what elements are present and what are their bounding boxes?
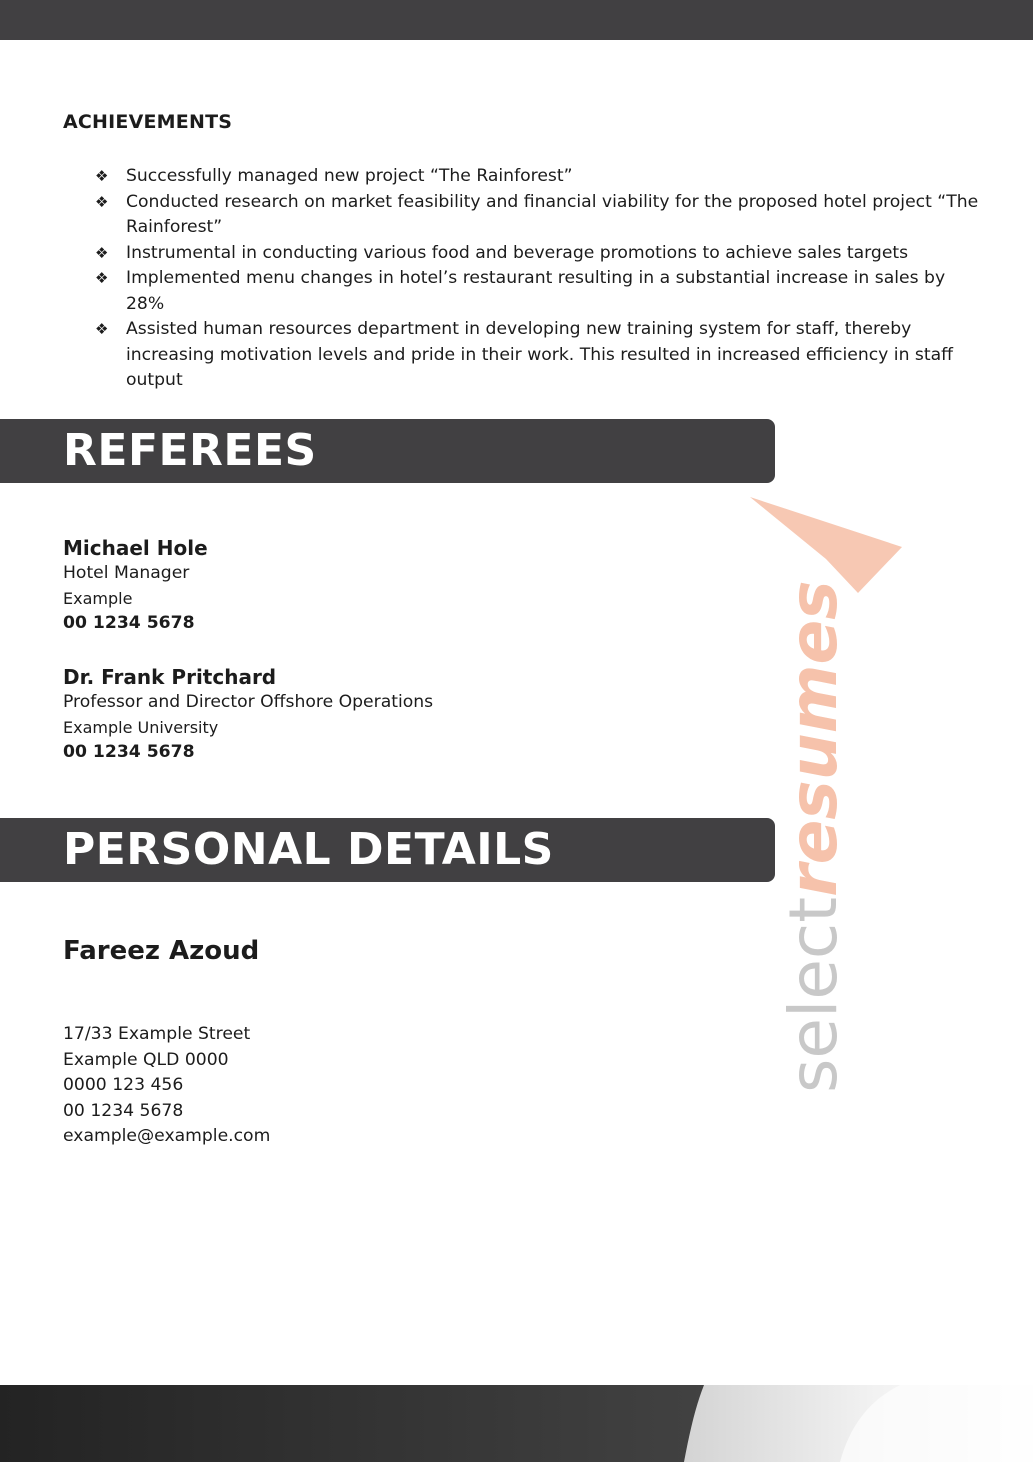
achievements-list <box>63 164 983 394</box>
referees-band <box>0 419 775 483</box>
referee-phone: 00 1234 5678 <box>63 741 195 762</box>
personal-details-heading: PERSONAL DETAILS <box>63 824 554 875</box>
referee-organization: Example University <box>63 717 219 737</box>
achievement-text: Assisted human resources department in developing new training system for staff, thereby increasing motivation levels and pride in their work. This resulted in increased efficiency in staff output <box>126 319 953 390</box>
phone-mobile: 0000 123 456 <box>63 1075 184 1095</box>
person-name: Fareez Azoud <box>63 936 260 966</box>
referee-name: Michael Hole <box>63 536 208 560</box>
achievements-heading: ACHIEVEMENTS <box>63 111 233 133</box>
diamond-bullet-icon: ❖ <box>95 243 109 262</box>
diamond-bullet-icon: ❖ <box>95 320 109 338</box>
arrow-icon <box>750 497 902 593</box>
watermark-suffix: resumes <box>775 580 852 897</box>
diamond-bullet-icon: ❖ <box>95 192 109 211</box>
referee-phone: 00 1234 5678 <box>63 612 195 633</box>
achievement-item <box>63 241 983 267</box>
referees-heading: REFEREES <box>63 425 317 476</box>
selectresumes-watermark <box>740 495 920 1105</box>
contact-block <box>63 1022 563 1150</box>
achievement-text: Implemented menu changes in hotel’s restaurant resulting in a substantial increase in sales by 28% <box>126 268 946 314</box>
achievement-item <box>63 190 983 241</box>
achievement-item <box>63 266 983 317</box>
top-bar <box>0 0 1033 40</box>
email: example@example.com <box>63 1126 271 1146</box>
address-line-1: 17/33 Example Street <box>63 1024 251 1044</box>
referee-organization: Example <box>63 588 133 608</box>
diamond-bullet-icon: ❖ <box>95 269 109 287</box>
footer-graphic <box>0 1385 1033 1462</box>
achievement-item <box>63 317 983 394</box>
referee-card <box>63 536 663 636</box>
referee-title: Hotel Manager <box>63 563 190 583</box>
achievement-text: Successfully managed new project “The Rainforest” <box>126 166 573 186</box>
phone-landline: 00 1234 5678 <box>63 1100 184 1121</box>
address-line-2: Example QLD 0000 <box>63 1049 229 1070</box>
personal-details-band <box>0 818 775 882</box>
watermark-prefix: select <box>775 896 852 1093</box>
referee-card <box>63 665 663 765</box>
achievement-item <box>63 164 983 190</box>
referee-title: Professor and Director Offshore Operations <box>63 692 434 712</box>
diamond-bullet-icon: ❖ <box>95 167 109 185</box>
achievement-text: Instrumental in conducting various food and beverage promotions to achieve sales targets <box>126 242 909 263</box>
watermark-text <box>775 580 852 1093</box>
referee-name: Dr. Frank Pritchard <box>63 665 277 689</box>
achievement-text: Conducted research on market feasibility and financial viability for the proposed hotel project “The Rainforest” <box>126 191 979 237</box>
